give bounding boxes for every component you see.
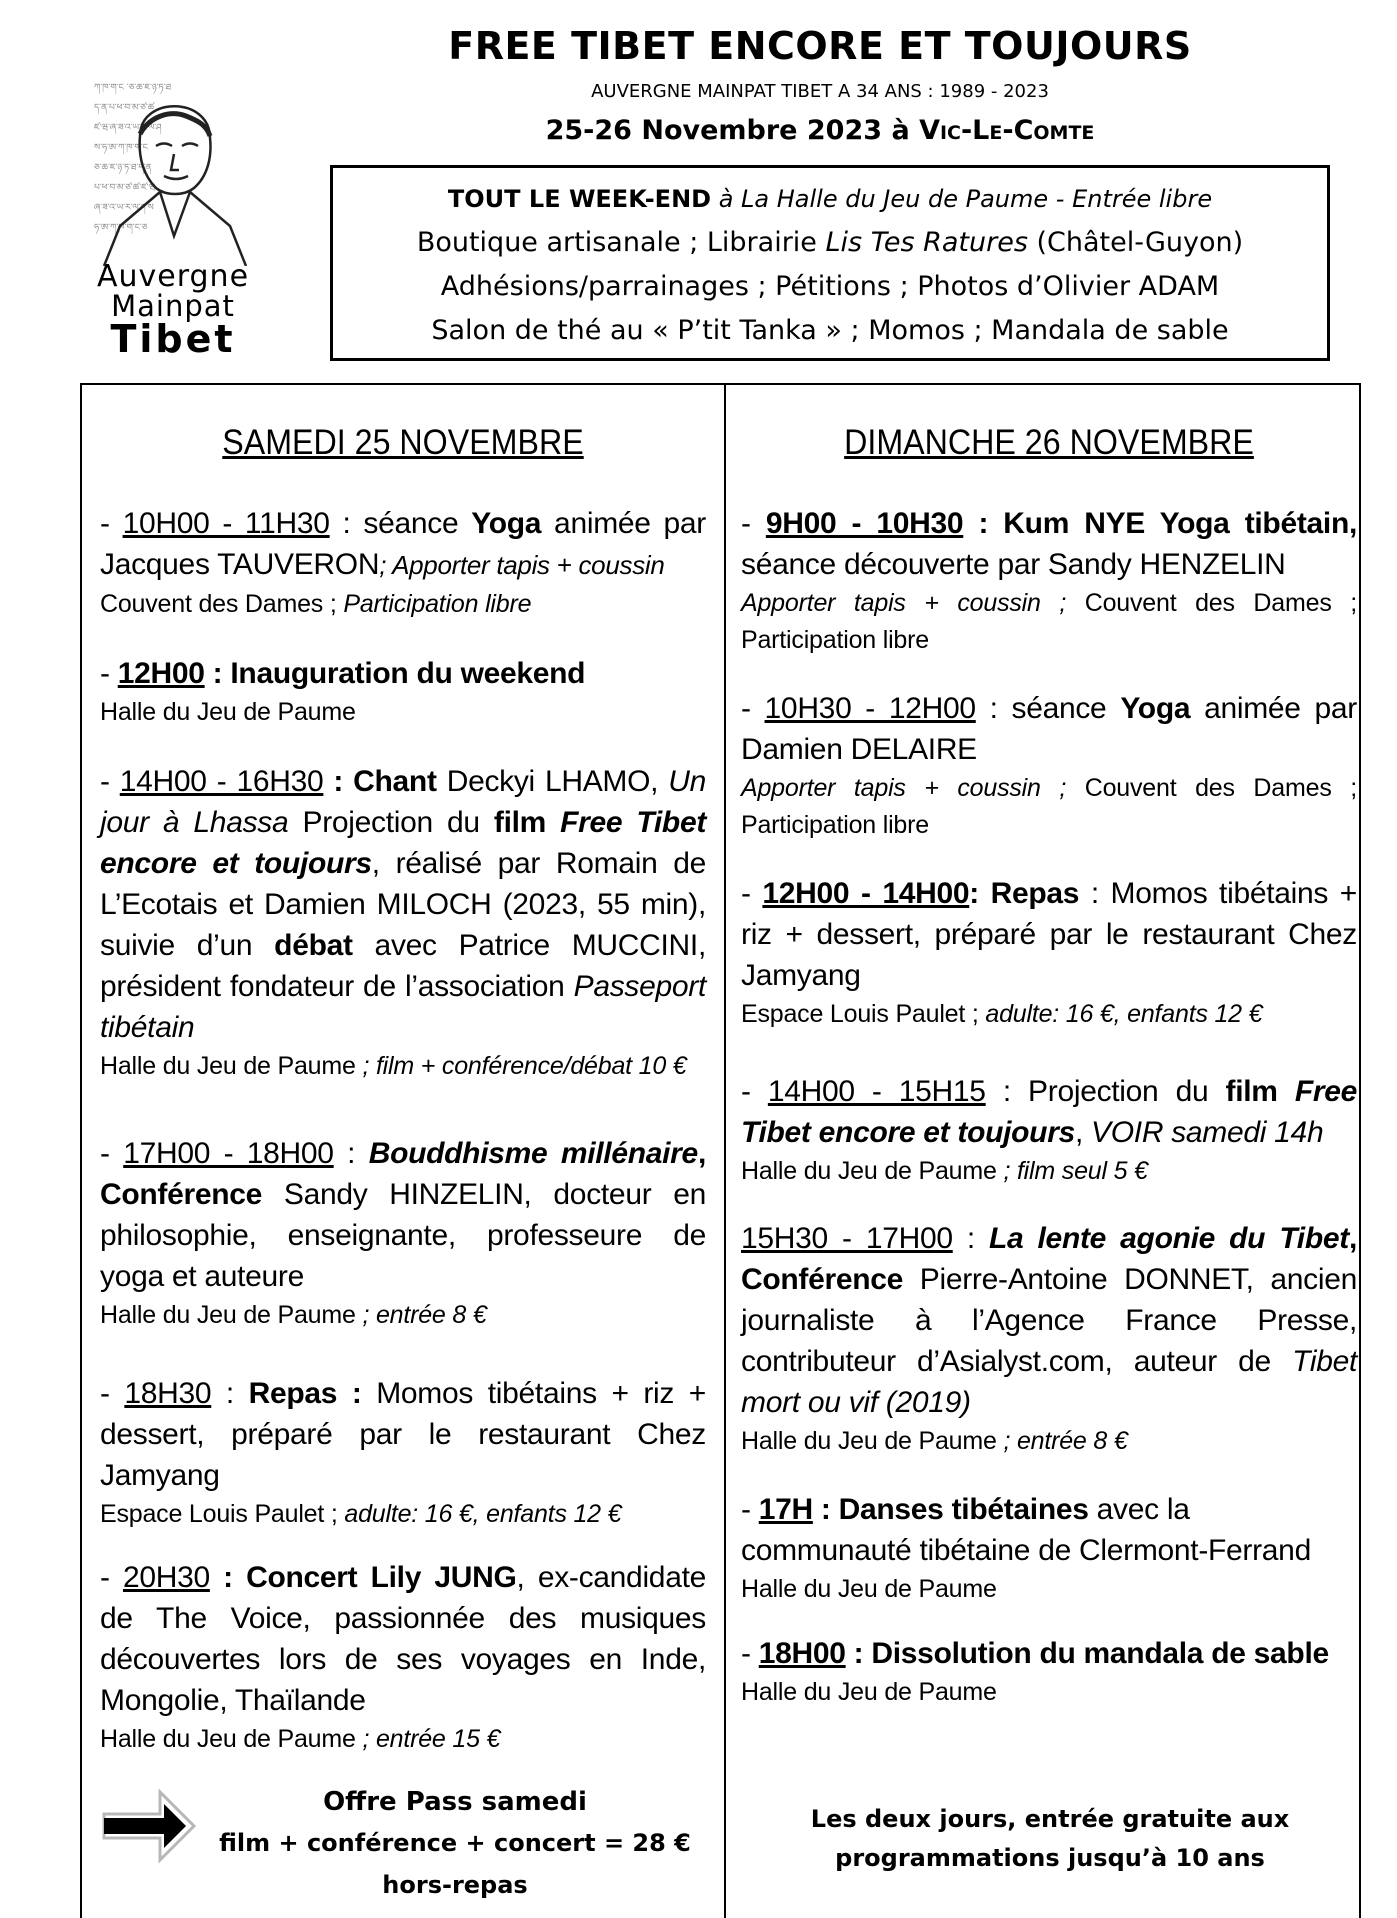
event-place: Halle du Jeu de Paume ; entrée 8 € — [100, 1301, 487, 1329]
event-time: 18H30 — [124, 1377, 212, 1410]
event-place: Couvent des Dames ; Participation libre — [100, 590, 532, 618]
event-place: Halle du Jeu de Paume ; film seul 5 € — [741, 1157, 1148, 1185]
sunday-event-kumnye — [741, 503, 1357, 659]
event-description: - 18H30 : Repas : Momos tibétains + riz + dessert, préparé par le restaurant Chez Jamyang — [100, 1377, 706, 1492]
weekend-line-tearoom: Salon de thé au « P’tit Tanka » ; Momos ; Mandala de sable — [431, 315, 1229, 346]
weekend-line-shop — [333, 228, 1327, 258]
page-title: FREE TIBET ENCORE ET TOUJOURS — [448, 24, 1192, 68]
logo-text-tibet: Tibet — [110, 317, 236, 361]
sunday-heading: DIMANCHE 26 NOVEMBRE — [844, 423, 1254, 462]
event-description: - 12H00 - 14H00: Repas : Momos tibétains + riz + dessert, préparé par le restaurant Chez Jamyang — [741, 877, 1357, 992]
weekend-venue: à La Halle du Jeu de Paume - Entrée libre — [711, 185, 1213, 213]
event-description: - 17H : Danses tibétaines avec la communauté tibétaine de Clermont-Ferrand — [741, 1493, 1311, 1567]
event-dateline — [300, 116, 1340, 146]
svg-text:པ་ཕ་བ་མ་ཙ་ཚ་ཛ་ཝ: པ་ཕ་བ་མ་ཙ་ཚ་ཛ་ཝ — [94, 183, 156, 193]
event-description: 15H30 - 17H00 : La lente agonie du Tibet, Conférence Pierre-Antoine DONNET, ancien journaliste à l’Agence France Presse, contributeur d’Asialyst.com, auteur de Tibet mort ou vif (2019) — [741, 1222, 1357, 1419]
event-description: - 10H00 - 11H30 : séance Yoga animée par Jacques TAUVERON; Apporter tapis + coussin — [100, 507, 706, 581]
sunday-event-mandala — [741, 1633, 1357, 1711]
event-time: 15H30 - 17H00 — [741, 1222, 953, 1255]
weekend-label: TOUT LE WEEK-END — [447, 185, 712, 213]
event-place: Halle du Jeu de Paume ; entrée 8 € — [741, 1427, 1128, 1455]
sunday-event-meal — [741, 873, 1357, 1033]
sunday-event-film — [741, 1071, 1357, 1190]
svg-text:ཞ་ཟ་འ་ཡ་ར་ལ་ཤ་ས: ཞ་ཟ་འ་ཡ་ར་ལ་ཤ་ས — [94, 203, 154, 213]
svg-text:ཀ་ཁ་ག་ང ་ཅ་ཆ་ཇ་ཉ་ཏ་ཐ: ཀ་ཁ་ག་ང ་ཅ་ཆ་ཇ་ཉ་ཏ་ཐ — [94, 83, 172, 93]
association-logo — [84, 76, 262, 361]
saturday-event-meal — [100, 1373, 706, 1533]
saturday-event-inauguration — [100, 653, 706, 731]
pass-offer-title: Offre Pass samedi — [323, 1787, 587, 1817]
event-description: - 14H00 - 16H30 : Chant Deckyi LHAMO, Un jour à Lhassa Projection du film Free Tibet encore et toujours, réalisé par Romain de L’Ecotais et Damien MILOCH (2023, 55 min), suivie d’un débat avec Patrice MUCCINI, président fondateur de l’association Passeport tibétain — [100, 765, 707, 1044]
event-town: Vic-Le-Comte — [919, 115, 1095, 146]
weekend-info-box — [330, 165, 1330, 361]
event-place: Halle du Jeu de Paume ; film + conférence/débat 10 € — [100, 1052, 687, 1080]
event-time: 18H00 — [758, 1637, 846, 1670]
event-place: Halle du Jeu de Paume — [100, 698, 356, 726]
event-time: 10H30 - 12H00 — [764, 692, 976, 725]
event-description: - 18H00 : Dissolution du mandala de sable — [741, 1637, 1329, 1670]
weekend-heading — [333, 186, 1327, 212]
saturday-event-chant-film — [100, 761, 706, 1085]
sunday-event-conference — [741, 1218, 1357, 1460]
event-place: Apporter tapis + coussin ; Couvent des Dames ; Participation libre — [741, 774, 1357, 839]
sunday-event-yoga — [741, 688, 1357, 844]
free-entry-line-1: Les deux jours, entrée gratuite aux — [810, 1805, 1290, 1833]
event-time: 17H00 - 18H00 — [123, 1137, 334, 1170]
event-time: 12H00 — [117, 657, 205, 690]
event-time: 10H00 - 11H30 — [122, 507, 330, 540]
weekend-line-membership: Adhésions/parrainages ; Pétitions ; Photos d’Olivier ADAM — [440, 271, 1220, 302]
svg-text:ཧ་ཨ་ཀ་ཁ་ག་ང་ཅ: ཧ་ཨ་ཀ་ཁ་ག་ང་ཅ — [94, 223, 148, 233]
svg-text:ས་ཧ་ཨ་ཀ་ཁ་ག་ང: ས་ཧ་ཨ་ཀ་ཁ་ག་ང — [94, 143, 148, 153]
pass-offer-content: film + conférence + concert = 28 € — [219, 1829, 691, 1857]
event-description: - 17H00 - 18H00 : Bouddhisme millénaire, Conférence Sandy HINZELIN, docteur en philosophie, enseignante, professeure de yoga et auteure — [100, 1137, 706, 1293]
arrow-right-icon — [100, 1788, 196, 1864]
event-time: 12H00 - 14H00 — [762, 877, 970, 910]
event-time: 20H30 — [122, 1561, 210, 1594]
saturday-event-conference — [100, 1133, 706, 1334]
event-place: Halle du Jeu de Paume ; entrée 15 € — [100, 1725, 501, 1753]
event-date: 25-26 Novembre 2023 à — [545, 115, 920, 146]
sunday-event-dances — [741, 1489, 1357, 1608]
event-place: Halle du Jeu de Paume — [741, 1575, 997, 1603]
bookshop-town: (Châtel-Guyon) — [1027, 227, 1244, 258]
event-time: 9H00 - 10H30 — [765, 507, 964, 540]
event-place: Halle du Jeu de Paume — [741, 1678, 997, 1706]
event-place: Espace Louis Paulet ; adulte: 16 €, enfants 12 € — [741, 1000, 1263, 1028]
event-description: - 10H30 - 12H00 : séance Yoga animée par Damien DELAIRE — [741, 692, 1357, 766]
free-entry-line-2: programmations jusqu’à 10 ans — [835, 1844, 1265, 1872]
event-description: - 14H00 - 15H15 : Projection du film Free Tibet encore et toujours, VOIR samedi 14h — [741, 1075, 1357, 1149]
logo-text-auvergne: Auvergne — [96, 259, 250, 294]
svg-text:ཛ་ཝ་ཞ་ཟ་འ་ཡ་ར་ལ་ཤ: ཛ་ཝ་ཞ་ཟ་འ་ཡ་ར་ལ་ཤ — [94, 123, 162, 133]
page-subtitle: AUVERGNE MAINPAT TIBET A 34 ANS : 1989 - 2023 — [591, 81, 1049, 102]
event-place: Apporter tapis + coussin ; Couvent des Dames ; Participation libre — [741, 589, 1357, 654]
svg-text:ད་ན་པ་ཕ་བ་མ་ཙ་ཚ: ད་ན་པ་ཕ་བ་མ་ཙ་ཚ — [94, 103, 155, 113]
pass-offer-note: hors-repas — [382, 1871, 528, 1899]
logo-portrait-image — [90, 76, 256, 266]
event-description: - 9H00 - 10H30 : Kum NYE Yoga tibétain, séance découverte par Sandy HENZELIN — [741, 507, 1357, 581]
event-description: - 20H30 : Concert Lily JUNG, ex-candidate de The Voice, passionnée des musiques découvertes lors de ses voyages en Inde, Mongolie, Thaïlande — [100, 1561, 706, 1717]
weekend-shop-text: Boutique artisanale ; Librairie — [416, 227, 826, 258]
saturday-event-concert — [100, 1557, 706, 1758]
saturday-event-yoga — [100, 503, 706, 623]
bookshop-name: Lis Tes Ratures — [825, 227, 1028, 258]
event-time: 14H00 - 15H15 — [767, 1075, 986, 1108]
event-description: - 12H00 : Inauguration du weekend — [100, 657, 586, 690]
svg-text:ཅ་ཆ་ཇ་ཉ་ཏ་ཐ་ད་ན: ཅ་ཆ་ཇ་ཉ་ཏ་ཐ་ད་ན — [94, 163, 152, 173]
event-time: 14H00 - 16H30 — [119, 765, 324, 798]
event-time: 17H — [758, 1493, 813, 1526]
event-place: Espace Louis Paulet ; adulte: 16 €, enfants 12 € — [100, 1500, 622, 1528]
column-divider — [724, 383, 726, 1918]
logo-text-mainpat: Mainpat — [111, 289, 235, 323]
saturday-heading: SAMEDI 25 NOVEMBRE — [222, 423, 584, 462]
